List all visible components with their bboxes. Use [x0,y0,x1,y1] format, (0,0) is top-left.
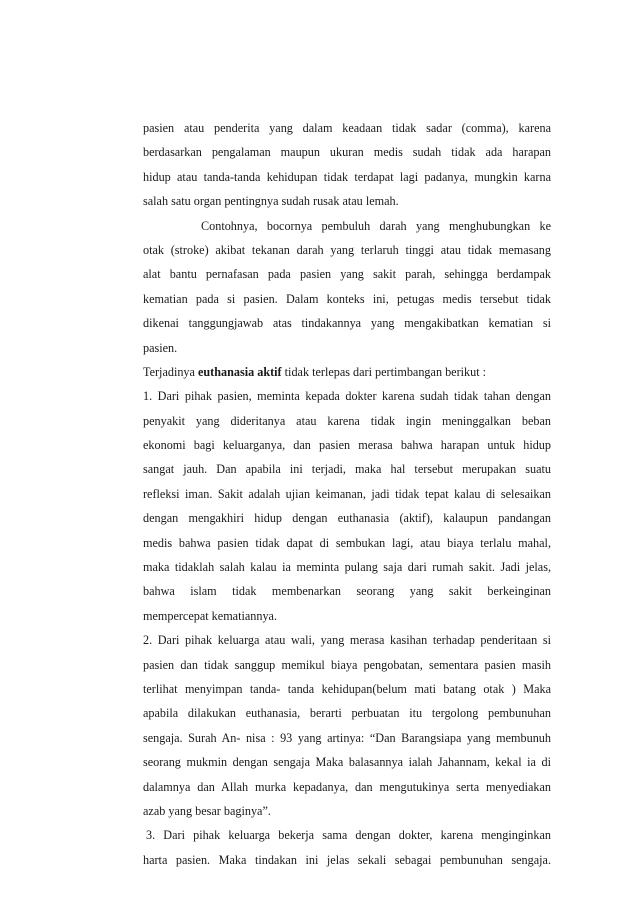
text-line: pasien atau penderita yang dalam keadaan tidak sadar (comma), karena [143,121,551,135]
paragraph-indented-line: Contohnya, bocornya pembuluh darah yang menghubungkan ke [201,218,551,233]
text-line: medis bahwa pasien tidak dapat di sembukan lagi, atau biaya terlalu mahal, [143,535,551,550]
text-line: hidup atau tanda-tanda kehidupan tidak terdapat lagi padanya, mungkin karna [143,169,551,184]
list-item-1-line: 1. Dari pihak pasien, meminta kepada dokter karena sudah tidak tahan dengan [143,389,551,404]
intro-line [143,360,551,384]
text-line: alat bantu pernafasan pada pasien yang sakit parah, sehingga berdampak [143,267,551,282]
text-line: harta pasien. Maka tindakan ini jelas sekali sebagai pembunuhan sengaja. [143,852,551,867]
text-line: sangat jauh. Dan apabila ini terjadi, maka hal tersebut merupakan suatu [143,462,551,477]
text-line: seorang mukmin dengan sengaja Maka balasannya ialah Jahannam, kekal ia di [143,755,551,770]
text-line: pasien dan tidak sanggup memikul biaya pengobatan, sementara pasien masih [143,657,551,672]
text-line: maka tidaklah salah kalau ia meminta pulang saja dari rumah sakit. Jadi jelas, [143,560,551,575]
text-line: terlihat menyimpan tanda- tanda kehidupan(belum mati batang otak ) Maka [143,681,551,696]
text-line: mempercepat kematiannya. [143,608,277,623]
text-line: dalamnya dan Allah murka kepadanya, dan mengutukinya serta menyediakan [143,779,551,794]
intro-text: Terjadinya [143,364,198,379]
text-line: dikenai tanggungjawab atas tindakannya yang mengakibatkan kematian si [143,316,551,331]
text-line: ekonomi bagi keluarganya, dan pasien merasa bahwa harapan untuk hidup [143,438,551,453]
text-line: berdasarkan pengalaman maupun ukuran medis sudah tidak ada harapan [143,145,551,160]
bold-term: euthanasia aktif [197,364,282,379]
text-line: refleksi iman. Sakit adalah ujian keimanan, jadi tidak tepat kalau di selesaikan [143,486,551,501]
text-line: otak (stroke) akibat tekanan darah yang terlaruh tinggi atau tidak memasang [143,242,551,257]
text-line: salah satu organ pentingnya sudah rusak atau lemah. [143,194,399,209]
text-line: kematian pada si pasien. Dalam konteks ini, petugas medis tersebut tidak [143,291,551,306]
intro-text-rest: tidak terlepas dari pertimbangan berikut : [281,364,487,379]
text-line: azab yang besar baginya”. [143,803,271,818]
text-line: sengaja. Surah An- nisa : 93 yang artinya: “Dan Barangsiapa yang membunuh [143,730,551,745]
text-line: penyakit yang dideritanya atau karena tidak ingin meninggalkan beban [143,413,551,428]
list-item-3-line: 3. Dari pihak keluarga bekerja sama dengan dokter, karena menginginkan [146,828,551,843]
text-line: bahwa islam tidak membenarkan seorang yang sakit berkeinginan [143,584,551,599]
list-item-2-line: 2. Dari pihak keluarga atau wali, yang merasa kasihan terhadap penderitaan si [143,633,551,648]
text-line: apabila dilakukan euthanasia, berarti perbuatan itu tergolong pembunuhan [143,706,551,721]
body-text [143,116,551,872]
text-line: dengan mengakhiri hidup dengan euthanasia (aktif), kalaupun pandangan [143,511,551,526]
text-line: pasien. [143,340,178,355]
